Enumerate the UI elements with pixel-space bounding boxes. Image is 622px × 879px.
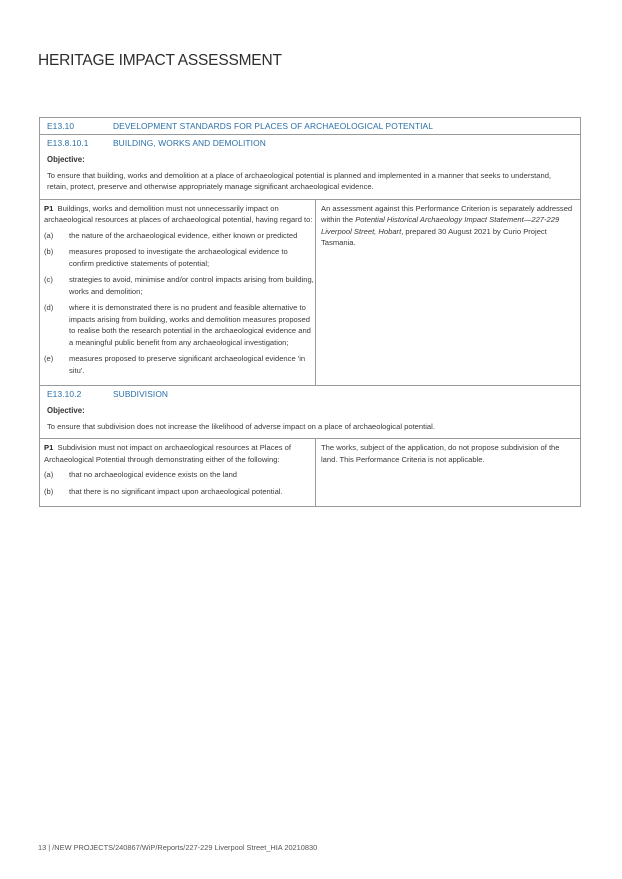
performance-criterion bbox=[40, 439, 316, 506]
clause-building-works bbox=[40, 134, 580, 199]
clause-title: SUBDIVISION bbox=[113, 389, 169, 399]
performance-criteria-row bbox=[40, 199, 580, 386]
list-item bbox=[44, 302, 314, 348]
item-text: the nature of the archaeological evidence, either known or predicted bbox=[69, 230, 298, 240]
objective-block bbox=[40, 151, 580, 199]
standards-table bbox=[39, 117, 581, 507]
clause-header bbox=[40, 135, 580, 151]
item-text: where it is demonstrated there is no prudent and feasible alternative to impacts arising from building, works and demolition measures proposed to realise both the research potential in the archaeological evidence and a meaningful public benefit from any archaeological investigation; bbox=[69, 303, 311, 347]
objective-text: To ensure that building, works and demolition at a place of archaeological potential is planned and implemented in a manner that seeks to understand, retain, protect, preserve and otherwise appropriately manage significant archaeological evidence. bbox=[47, 170, 552, 191]
performance-criteria-row bbox=[40, 438, 580, 506]
response-document-title: Potential Historical Archaeology Impact Statement—227-229 Liverpool Street, Hobart bbox=[321, 215, 560, 236]
objective-text: To ensure that subdivision does not increase the likelihood of adverse impact on a place of archaeological potential. bbox=[47, 421, 435, 431]
item-text: measures proposed to investigate the archaeological evidence to confirm predictive statements of potential; bbox=[69, 247, 288, 268]
page-footer: 13 | /NEW PROJECTS/240867/WiP/Reports/227-229 Liverpool Street_HIA 20210830 bbox=[38, 843, 318, 852]
list-item bbox=[44, 486, 314, 498]
pc-lead bbox=[44, 203, 314, 226]
list-item bbox=[44, 469, 314, 481]
list-item bbox=[44, 230, 314, 242]
section-code: E13.10 bbox=[47, 121, 75, 131]
pc-text: Buildings, works and demolition must not unnecessarily impact on archaeological resources at places of archaeological potential, having regard to: bbox=[44, 203, 313, 224]
clause-code: E13.10.2 bbox=[47, 389, 82, 399]
clause-code: E13.8.10.1 bbox=[47, 138, 89, 148]
item-label: (a) bbox=[44, 470, 54, 479]
objective-block bbox=[40, 402, 580, 438]
item-text: that no archaeological evidence exists on the land bbox=[69, 470, 238, 479]
item-text: that there is no significant impact upon archaeological potential. bbox=[69, 486, 283, 496]
response-text: An assessment against this Performance Criterion is separately addressed within the bbox=[321, 203, 573, 224]
pc-text: Subdivision must not impact on archaeological resources at Places of Archaeological Potential through demonstrating either of the following: bbox=[44, 443, 291, 464]
item-label: (d) bbox=[44, 303, 54, 312]
section-header bbox=[40, 118, 580, 134]
item-label: (c) bbox=[44, 275, 53, 284]
clause-header bbox=[40, 386, 580, 402]
objective-label: Objective: bbox=[47, 406, 85, 415]
assessment-response bbox=[316, 200, 580, 386]
pc-label: P1 bbox=[44, 443, 54, 452]
list-item bbox=[44, 353, 314, 376]
clause-subdivision bbox=[40, 385, 580, 438]
list-item bbox=[44, 246, 314, 269]
pc-lead bbox=[44, 442, 314, 465]
response-text: The works, subject of the application, do not propose subdivision of the land. This Performance Criteria is not applicable. bbox=[321, 443, 560, 464]
item-text: measures proposed to preserve significant archaeological evidence 'in situ'. bbox=[69, 354, 306, 375]
page-title: HERITAGE IMPACT ASSESSMENT bbox=[38, 52, 282, 69]
section-title: DEVELOPMENT STANDARDS FOR PLACES OF ARCHAEOLOGICAL POTENTIAL bbox=[113, 121, 433, 131]
item-label: (b) bbox=[44, 486, 54, 496]
assessment-response bbox=[316, 439, 580, 506]
item-label: (b) bbox=[44, 247, 54, 256]
performance-criterion bbox=[40, 200, 316, 386]
list-item bbox=[44, 274, 314, 297]
clause-title: BUILDING, WORKS AND DEMOLITION bbox=[113, 138, 266, 148]
objective-label: Objective: bbox=[47, 155, 85, 164]
item-label: (a) bbox=[44, 230, 54, 240]
pc-label: P1 bbox=[44, 203, 54, 213]
item-label: (e) bbox=[44, 354, 54, 363]
response-text-end: , prepared 30 August 2021 by Curio Project Tasmania. bbox=[321, 226, 547, 247]
item-text: strategies to avoid, minimise and/or control impacts arising from building, works and demolition; bbox=[69, 275, 314, 296]
